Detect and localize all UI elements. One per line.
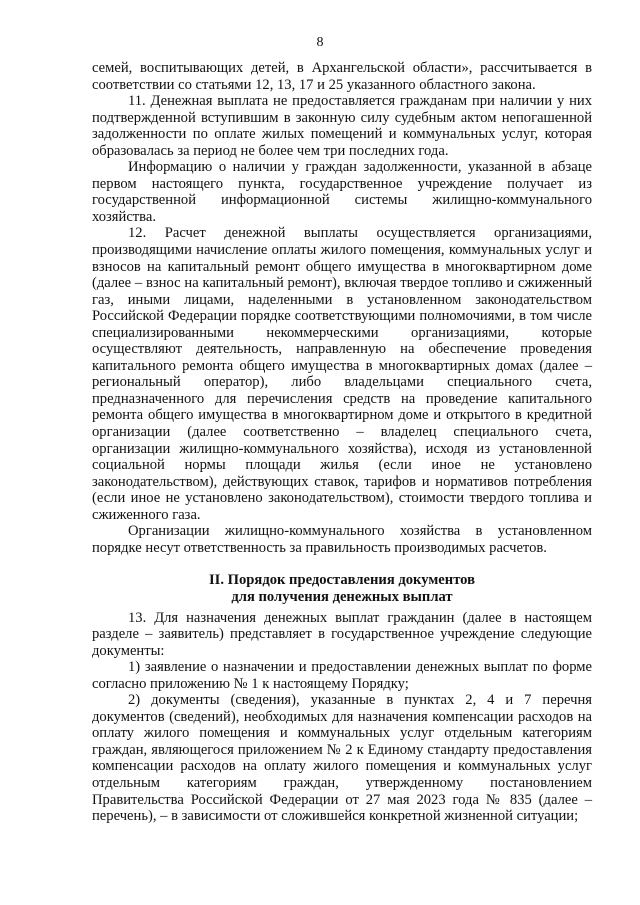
section-heading <box>92 572 592 605</box>
section-heading-line2: для получения денежных выплат <box>231 588 453 605</box>
paragraph-subitem-1: 1) заявление о назначении и предоставлении денежных выплат по форме согласно приложению № 1 к настоящему Порядку; <box>92 659 592 692</box>
paragraph-item-12: 12. Расчет денежной выплаты осуществляется организациями, производящими начисление оплаты жилого помещения, коммунальных услуг и взносов на капитальный ремонт общего имущества в многоквартирном доме (далее – взнос на капитальный ремонт), включая твердое топливо и сжиженный газ, иными лицами, наделенными в установленном законодательством Российской Федерации порядке соответствующими полномочиями, в том числе специализированными некоммерческими организациями, которые осуществляют деятельность, направленную на обеспечение проведения капитального ремонта общего имущества в многоквартирных домах (далее – региональный оператор), либо владельцами специального счета, предназначенного для перечисления средств на проведение капитального ремонта общего имущества в многоквартирном доме и открытого в кредитной организации (далее соответственно – владелец специального счета, организации жилищно-коммунального хозяйства), исходя из установленной социальной нормы площади жилья (если иное не установлено законодательством), действующих ставок, тарифов и нормативов потребления (если иное не установлено законодательством), стоимости твердого топлива и сжиженного газа. <box>92 225 592 523</box>
section-heading-line1: II. Порядок предоставления документов <box>209 572 475 589</box>
paragraph-subitem-2: 2) документы (сведения), указанные в пунктах 2, 4 и 7 перечня документов (сведений), необходимых для назначения компенсации расходов на оплату жилого помещения и коммунальных услуг отдельным категориям граждан, являющегося приложением № 2 к Единому стандарту предоставления компенсации расходов на оплату жилого помещения и коммунальных услуг отдельным категориям граждан, утвержденному постановлением Правительства Российской Федерации от 27 мая 2023 года № 835 (далее – перечень), – в зависимости от сложившейся конкретной жизненной ситуации; <box>92 692 592 825</box>
paragraph-responsibility: Организации жилищно-коммунального хозяйства в установленном порядке несут ответственность за правильность производимых расчетов. <box>92 523 592 556</box>
page-number: 8 <box>316 35 324 50</box>
paragraph-item-13: 13. Для назначения денежных выплат гражданин (далее в настоящем разделе – заявитель) представляет в государственное учреждение следующие документы: <box>92 609 592 659</box>
paragraph-debt-info: Информацию о наличии у граждан задолженности, указанной в абзаце первом настоящего пункта, государственное учреждение получает из государственной информационной системы жилищно-коммунального хозяйства. <box>92 159 592 225</box>
document-body <box>92 60 592 825</box>
paragraph-continuation: семей, воспитывающих детей, в Архангельской области», рассчитывается в соответствии со статьями 12, 13, 17 и 25 указанного областного закона. <box>92 60 592 93</box>
paragraph-item-11: 11. Денежная выплата не предоставляется гражданам при наличии у них подтвержденной вступившим в законную силу судебным актом непогашенной задолженности по оплате жилых помещений и коммунальных услуг, которая образовалась за период не более чем три последних года. <box>92 93 592 159</box>
